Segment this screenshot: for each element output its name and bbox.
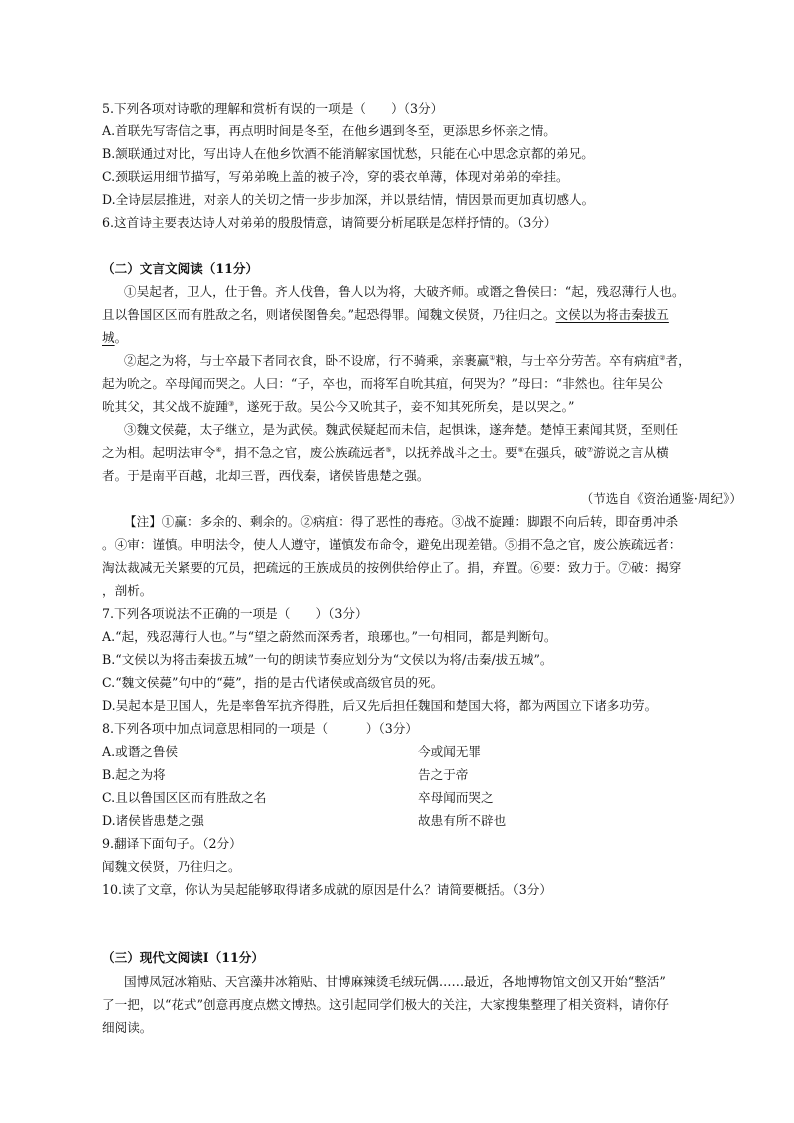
q8-row-d: D.诸侯皆患楚之强 故患有所不辟也 bbox=[102, 813, 507, 828]
note-mark-1: ① bbox=[489, 354, 496, 362]
note-mark-2: ② bbox=[659, 354, 666, 362]
notes-line3: 淘汰裁减无关紧要的冗员，把疏远的王族成员的按例供给停止了。捐，弃置。⑥要：致力于。⑦破：揭穿 bbox=[102, 560, 682, 575]
notes-line2: 。④审：谨慎。申明法令，使人人遵守，谨慎发布命令，避免出现差错。⑤捐不急之官，废公族疏远者： bbox=[102, 537, 682, 552]
reading-line2: 了一把，以“花式”创意再度点燃文博热。这引起同学们极大的关注，大家搜集整理了相关资料，请你仔 bbox=[102, 997, 670, 1012]
passage-p2-line2: 起为吮之。卒母闻而哭之。人曰：“子，卒也，而将军自吮其疽，何哭为？”母曰：“非然也。往年吴公 bbox=[102, 376, 663, 391]
reading-line1: 国博凤冠冰箱贴、天宫藻井冰箱贴、甘博麻辣烫毛绒玩偶……最近，各地博物馆文创又开始“整活” bbox=[124, 974, 666, 989]
passage-p1-line1: ①吴起者，卫人，仕于鲁。齐人伐鲁，鲁人以为将，大破齐师。或谮之鲁侯曰：“起，残忍薄行人也。 bbox=[124, 284, 685, 299]
q6-stem: 6.这首诗主要表达诗人对弟弟的殷殷情意，请简要分析尾联是怎样抒情的。（3分） bbox=[102, 215, 557, 230]
q5-stem: 5.下列各项对诗歌的理解和赏析有误的一项是（ ）（3分） bbox=[102, 101, 444, 116]
q7-option-a: A.“起，残忍薄行人也。”与“望之蔚然而深秀者，琅琊也。”一句相同，都是判断句。 bbox=[102, 629, 557, 644]
passage-p2-line3: 吮其父，其父战不旋踵③，遂死于敌。吴公今又吮其子，妾不知其死所矣，是以哭之。” bbox=[102, 399, 575, 414]
note-mark-6: ⑥ bbox=[517, 446, 524, 454]
passage-p3-line3: 者。于是南平百越，北却三晋，西伐秦，诸侯皆患楚之强。 bbox=[102, 468, 430, 483]
notes-line4: ，剖析。 bbox=[102, 583, 153, 598]
q7-stem: 7.下列各项说法不正确的一项是（ ）（3分） bbox=[102, 606, 368, 621]
passage-p3-line1: ③魏文侯薨，太子继立，是为武侯。魏武侯疑起而未信，起惧诛，遂奔楚。楚悼王素闻其贤，至则任 bbox=[124, 422, 679, 437]
q5-option-a: A.首联先写寄信之事，再点明时间是冬至，在他乡遇到冬至，更添思乡怀亲之情。 bbox=[102, 123, 556, 138]
q7-option-c: C.“魏文侯薨”句中的“薨”，指的是古代诸侯或高级官员的死。 bbox=[102, 675, 444, 690]
q8-row-a: A.或谮之鲁侯 今或闻无罪 bbox=[102, 744, 481, 759]
passage-p3-line2: 之为相。起明法审令④，捐不急之官，废公族疏远者⑤，以抚养战斗之士。要⑥在强兵，破⑦游说之言从横 bbox=[102, 445, 669, 460]
passage-source: （节选自《资治通鉴·周纪》） bbox=[580, 491, 742, 506]
passage-p1-line3: 城。 bbox=[102, 330, 128, 345]
section-3-title: （三）现代文阅读Ⅰ（11分） bbox=[102, 950, 264, 965]
q5-option-c: C.颈联运用细节描写，写弟弟晚上盖的被子冷，穿的裘衣单薄，体现对弟弟的牵挂。 bbox=[102, 169, 569, 184]
q9-sentence: 闻魏文侯贤，乃往归之。 bbox=[102, 859, 241, 874]
q5-option-d: D.全诗层层推进，对亲人的关切之情一步步加深，并以景结情，情因景而更加真切感人。 bbox=[102, 192, 595, 207]
passage-p1-line2: 且以鲁国区区而有胜敌之名，则诸侯图鲁矣。”起恐得罪。闻魏文侯贤，乃往归之。文侯以为将击秦拔五 bbox=[102, 307, 669, 322]
q8-row-b: B.起之为将 告之于帝 bbox=[102, 767, 469, 782]
q8-stem: 8.下列各项中加点词意思相同的一项是（ ）（3分） bbox=[102, 721, 418, 736]
q9-stem: 9.翻译下面句子。（2分） bbox=[102, 836, 242, 851]
reading-line3: 细阅读。 bbox=[102, 1020, 153, 1035]
q7-option-b: B.“文侯以为将击秦拔五城”一句的朗读节奏应划分为“文侯以为将/击秦/拔五城”。 bbox=[102, 652, 553, 667]
q5-option-b: B.颔联通过对比，写出诗人在他乡饮酒不能消解家国忧愁，只能在心中思念京都的弟兄。 bbox=[102, 146, 594, 161]
section-2-title: （二）文言文阅读（11分） bbox=[102, 261, 259, 276]
note-mark-5: ⑤ bbox=[385, 446, 392, 454]
q8-row-c: C.且以鲁国区区而有胜敌之名 卒母闻而哭之 bbox=[102, 790, 494, 805]
q10-stem: 10.读了文章，你认为吴起能够取得诸多成就的原因是什么？请简要概括。（3分） bbox=[102, 882, 552, 897]
note-mark-3: ③ bbox=[227, 400, 235, 408]
underlined-sentence: 文侯以为将击秦拔五 bbox=[555, 307, 669, 322]
note-mark-4: ④ bbox=[215, 446, 222, 454]
notes-line1: 【注】①赢：多余的、剩余的。②病疽：得了恶性的毒疮。③战不旋踵：脚跟不向后转，即奋勇冲杀 bbox=[124, 514, 679, 529]
q7-option-d: D.吴起本是卫国人，先是率鲁军抗齐得胜，后又先后担任魏国和楚国大将，都为两国立下诸多功劳。 bbox=[102, 698, 658, 713]
passage-p2-line1: ②起之为将，与士卒最下者同衣食，卧不设席，行不骑乘，亲裹赢①粮，与士卒分劳苦。卒有病疽②者， bbox=[124, 353, 691, 368]
note-mark-7: ⑦ bbox=[586, 446, 594, 454]
